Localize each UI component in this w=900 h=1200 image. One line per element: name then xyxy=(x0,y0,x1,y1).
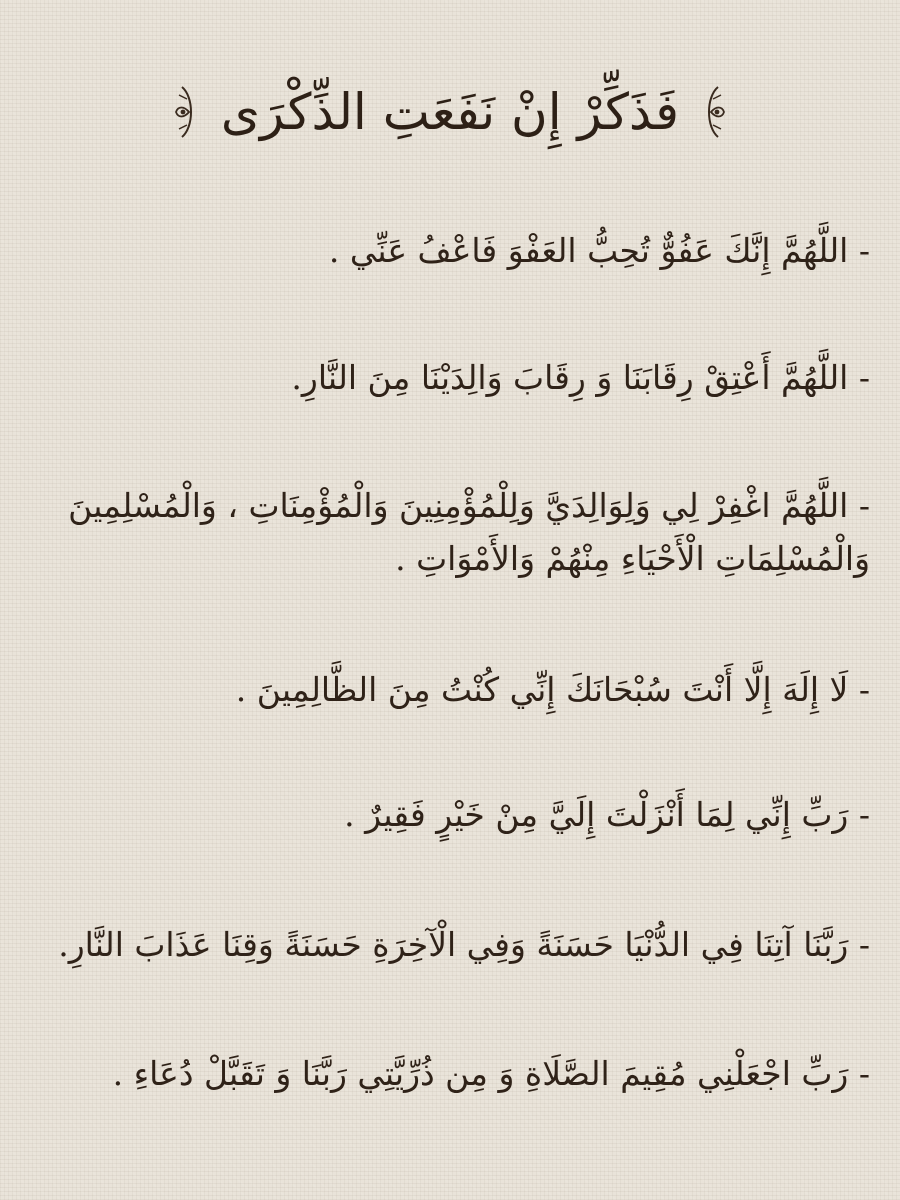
dua-line-2: - اللَّهُمَّ أَعْتِقْ رِقَابَنَا وَ رِقَابَ وَالِدَيْنَا مِنَ النَّارِ. xyxy=(291,358,870,397)
ornament-right-icon xyxy=(693,83,727,141)
ornament-left-icon xyxy=(173,83,207,141)
dua-line-5: - رَبِّ إِنِّي لِمَا أَنْزَلْتَ إِلَيَّ مِنْ خَيْرٍ فَقِيرٌ . xyxy=(344,795,870,834)
dua-line-3: - اللَّهُمَّ اغْفِرْ لِي وَلِوَالِدَيَّ وَلِلْمُؤْمِنِينَ وَالْمُؤْمِنَاتِ ، وَالْمُسْلِمِينَ وَالْمُسْلِمَاتِ الْأَحْيَاءِ مِنْهُمْ وَالأَمْوَاتِ . xyxy=(68,486,870,578)
dua-line-6: - رَبَّنَا آتِنَا فِي الدُّنْيَا حَسَنَةً وَفِي الْآخِرَةِ حَسَنَةً وَقِنَا عَذَابَ النَّارِ. xyxy=(58,925,870,964)
dua-line-1: - اللَّهُمَّ إِنَّكَ عَفُوٌّ تُحِبُّ العَفْوَ فَاعْفُ عَنِّي . xyxy=(328,231,870,270)
page-title: فَذَكِّرْ إِنْ نَفَعَتِ الذِّكْرَى xyxy=(220,83,680,141)
title-row xyxy=(0,72,900,152)
dua-line-7: - رَبِّ اجْعَلْنِي مُقِيمَ الصَّلَاةِ وَ مِن ذُرِّيَّتِي رَبَّنَا وَ تَقَبَّلْ دُعَاءِ . xyxy=(112,1054,870,1093)
dua-line-4: - لَا إِلَهَ إِلَّا أَنْتَ سُبْحَانَكَ إِنِّي كُنْتُ مِنَ الظَّالِمِينَ . xyxy=(235,670,870,709)
